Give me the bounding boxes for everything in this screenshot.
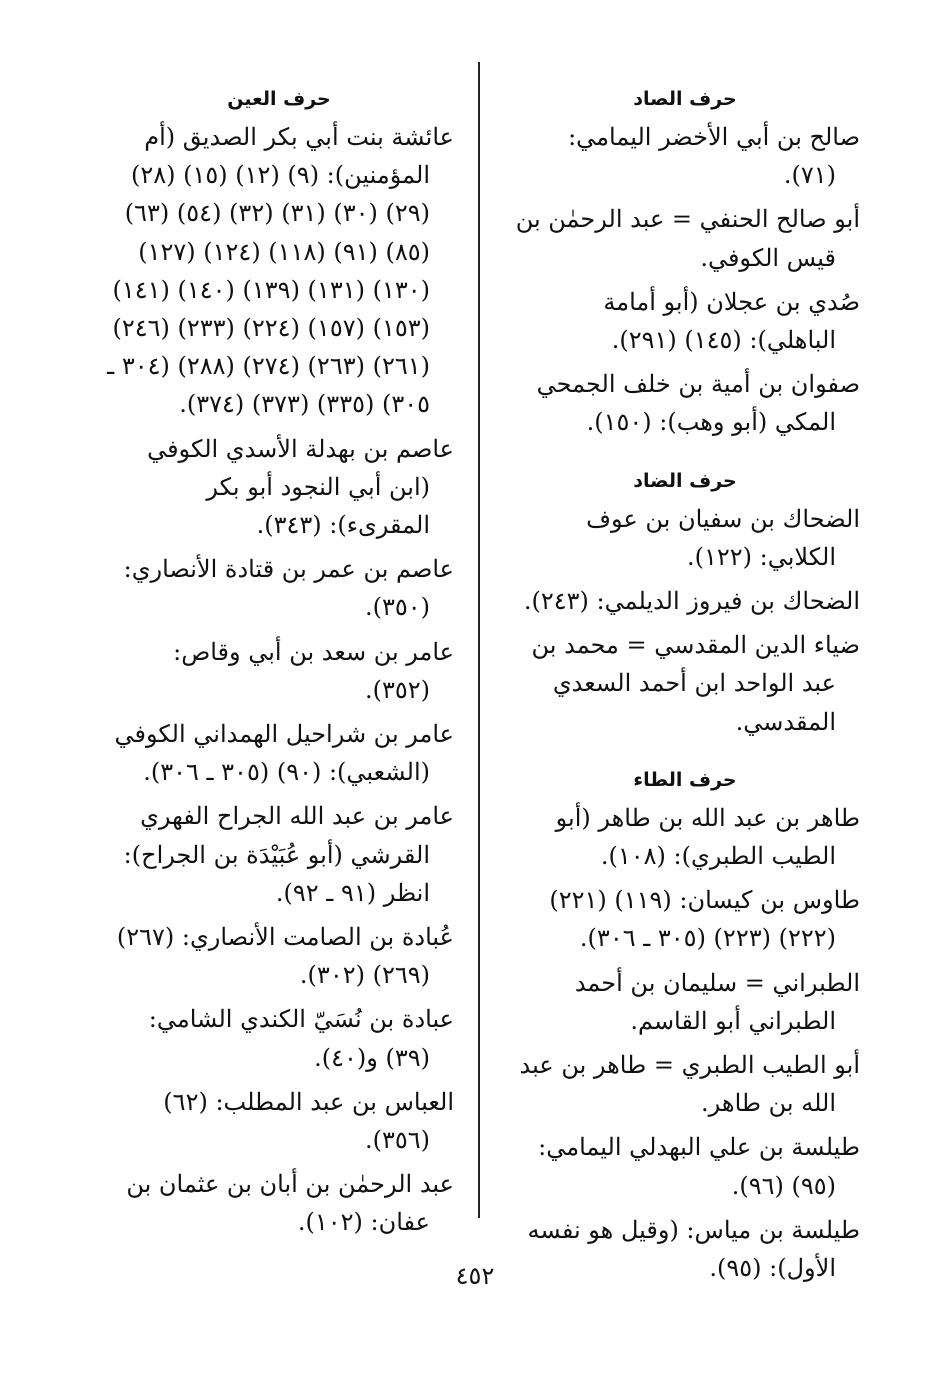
index-entry: طاوس بن كيسان: (١١٩) (٢٢١) (٢٢٢) (٢٢٣) (٣٠٥ ـ ٣٠٦). — [549, 886, 860, 953]
index-entry: عبد الرحمٰن بن أبان بن عثمان بن عفان: (١٠٢). — [126, 1170, 454, 1237]
index-entry: صُدي بن عجلان (أبو أمامة الباهلي): (١٤٥) (٢٩١). — [603, 287, 860, 355]
page-number: ٤٥٢ — [455, 1262, 495, 1290]
right-column — [510, 80, 860, 1293]
index-entry: صفوان بن أمية بن خلف الجمحي المكي (أبو وهب): (١٥٠). — [536, 370, 860, 437]
index-entry: ضياء الدين المقدسي = محمد بن عبد الواحد ابن أحمد السعدي المقدسي. — [531, 631, 860, 736]
index-entry: عبادة بن نُسَيّ الكندي الشامي: (٣٩) و(٤٠). — [148, 1005, 454, 1072]
index-entry: أبو الطيب الطبري = طاهر بن عبد الله بن طاهر. — [519, 1051, 860, 1118]
column-divider — [478, 62, 480, 1218]
section-heading-sad: حرف الصاد — [633, 88, 737, 110]
index-entry: عامر بن شراحيل الهمداني الكوفي (الشعبي): (٩٠) (٣٠٥ ـ ٣٠٦). — [114, 720, 454, 787]
index-entry: عاصم بن بهدلة الأسدي الكوفي (ابن أبي النجود أبو بكر المقرىء): (٣٤٣). — [147, 434, 454, 540]
index-entry: صالح بن أبي الأخضر اليمامي: (٧١). — [568, 123, 860, 190]
index-entry: عامر بن عبد الله الجراح الفهري القرشي (أبو عُبَيْدَة بن الجراح): انظر (٩١ ـ ٩٢). — [123, 802, 454, 907]
index-entry: طيلسة بن علي البهدلي اليمامي: (٩٥) (٩٦). — [538, 1133, 860, 1200]
index-entry: عاصم بن عمر بن قتادة الأنصاري: (٣٥٠). — [123, 555, 454, 622]
index-entry: الطبراني = سليمان بن أحمد الطبراني أبو القاسم. — [574, 968, 860, 1035]
index-entry: عامر بن سعد بن أبي وقاص: (٣٥٢). — [173, 637, 454, 704]
index-entry: الضحاك بن فيروز الديلمي: (٢٤٣). — [523, 587, 860, 616]
index-entry: الضحاك بن سفيان بن عوف الكلابي: (١٢٢). — [586, 504, 860, 571]
section-heading-ta: حرف الطاء — [633, 768, 737, 791]
section-heading-ayn: حرف العين — [227, 88, 331, 110]
index-entry: عائشة بنت أبي بكر الصديق (أم المؤمنين): (٩) (١٢) (١٥) (٢٨) (٢٩) (٣٠) (٣١) (٣٢) (٥٤) (٦٣) (٨٥) (٩١) (١١٨) (١٢٤) (١٢٧) (١٣٠) (١٣١) (١٣٩) (١٤٠) (١٤١) (١٥٣) (١٥٧) (٢٢٤) (٢٣٣) (٢٤٦) (٢٦١) (٢٦٣) (٢٧٤) (٢٨٨) (٣٠٤ ـ ٣٠٥) (٣٣٥) (٣٧٣) (٣٧٤). — [107, 123, 454, 419]
index-entry: طاهر بن عبد الله بن طاهر (أبو الطيب الطبري): (١٠٨). — [555, 803, 860, 871]
index-entry: العباس بن عبد المطلب: (٦٢) (٣٥٦). — [163, 1087, 454, 1155]
section-heading-dad: حرف الضاد — [633, 469, 737, 492]
index-entry: عُبادة بن الصامت الأنصاري: (٢٦٧) (٢٦٩) (٣٠٢). — [116, 923, 454, 990]
index-entry: أبو صالح الحنفي = عبد الرحمٰن بن قيس الكوفي. — [515, 205, 860, 272]
left-column — [104, 80, 454, 1248]
index-entry: طيلسة بن مياس: (وقيل هو نفسه الأول): (٩٥). — [527, 1215, 860, 1283]
